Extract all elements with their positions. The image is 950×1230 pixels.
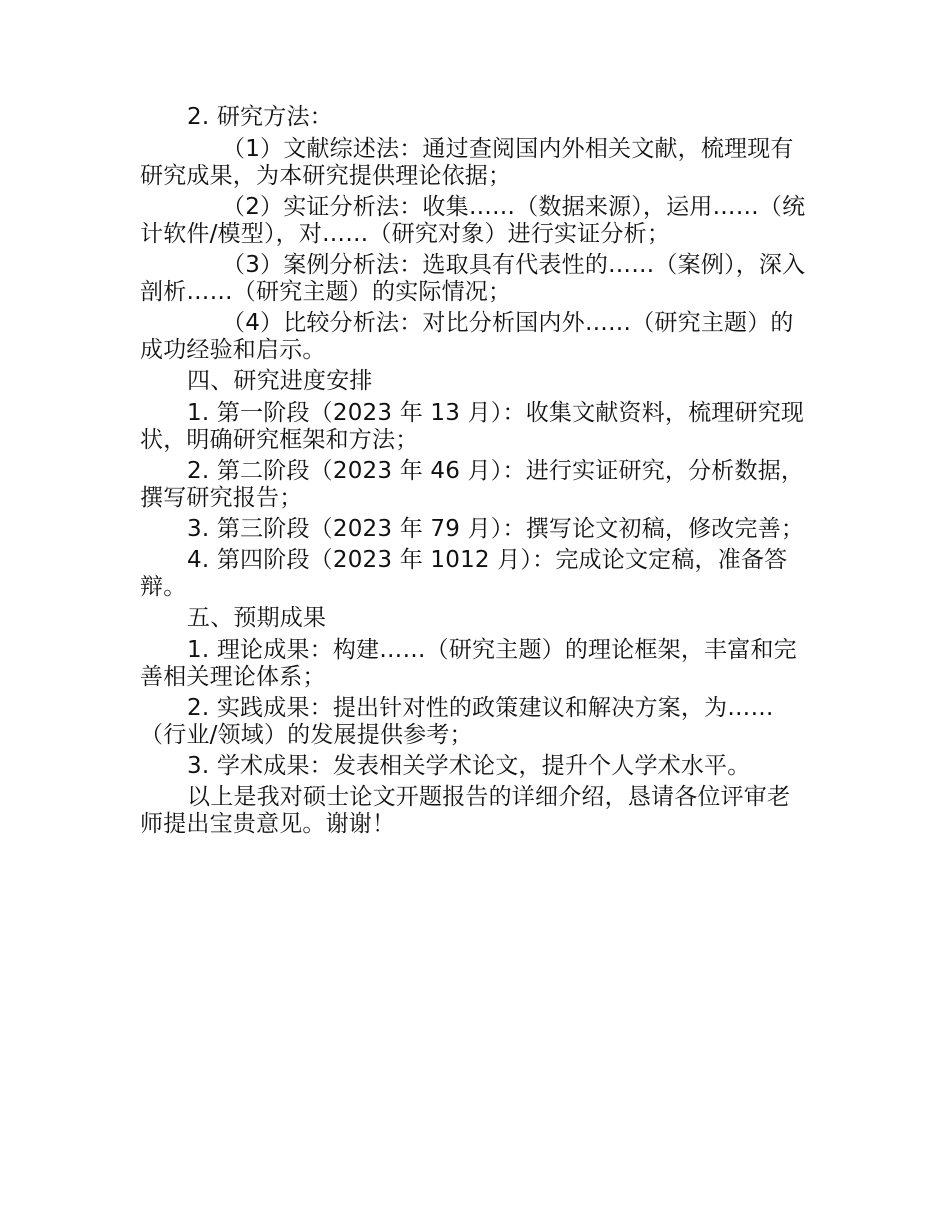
method-case-analysis: （3）案例分析法：选取具有代表性的……（案例），深入剖析……（研究主题）的实际情况； [140, 252, 806, 305]
outcome-theoretical: 1. 理论成果：构建……（研究主题）的理论框架，丰富和完善相关理论体系； [140, 637, 797, 690]
closing-paragraph: 以上是我对硕士论文开题报告的详细介绍，恳请各位评审老师提出宝贵意见。谢谢！ [140, 784, 791, 837]
section-heading-schedule: 四、研究进度安排 [187, 368, 373, 394]
schedule-stage-4: 4. 第四阶段（2023 年 1012 月）：完成论文定稿，准备答辩。 [140, 547, 788, 600]
method-literature-review: （1）文献综述法：通过查阅国内外相关文献，梳理现有研究成果，为本研究提供理论依据； [140, 136, 794, 189]
schedule-stage-3: 3. 第三阶段（2023 年 79 月）：撰写论文初稿，修改完善； [187, 516, 805, 542]
schedule-stage-2: 2. 第二阶段（2023 年 46 月）：进行实证研究，分析数据，撰写研究报告； [140, 458, 805, 511]
section-heading-outcomes: 五、预期成果 [187, 605, 327, 631]
section-heading-methods: 2. 研究方法： [187, 104, 333, 130]
document-body [140, 104, 812, 842]
method-empirical-analysis: （2）实证分析法：收集……（数据来源），运用……（统计软件/模型），对……（研究对象）进行实证分析； [140, 194, 806, 247]
outcome-practical: 2. 实践成果：提出针对性的政策建议和解决方案，为……（行业/领域）的发展提供参考； [140, 695, 774, 748]
schedule-stage-1: 1. 第一阶段（2023 年 13 月）：收集文献资料，梳理研究现状，明确研究框架和方法； [140, 400, 805, 453]
outcome-academic: 3. 学术成果：发表相关学术论文，提升个人学术水平。 [187, 753, 751, 779]
method-comparative-analysis: （4）比较分析法：对比分析国内外……（研究主题）的成功经验和启示。 [140, 310, 794, 363]
